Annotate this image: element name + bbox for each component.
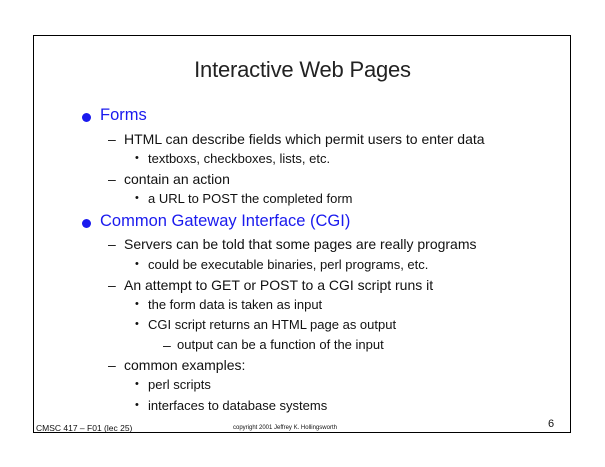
- bullet-icon: •: [135, 258, 139, 270]
- slide-title: Interactive Web Pages: [194, 57, 411, 82]
- point-database-interfaces: interfaces to database systems: [148, 398, 328, 413]
- point-executable-binaries: could be executable binaries, perl programs, etc.: [148, 257, 429, 272]
- dash-icon: –: [108, 236, 116, 252]
- footer-course-label: CMSC 417 – F01 (lec 25): [36, 423, 133, 433]
- dash-icon: –: [108, 171, 116, 187]
- footer-copyright: copyright 2001 Jeffrey K. Hollingsworth: [233, 425, 337, 431]
- subitem-contain-action: contain an action: [124, 171, 230, 187]
- point-perl-scripts: perl scripts: [148, 377, 211, 392]
- subitem-html-fields: HTML can describe fields which permit users to enter data: [124, 131, 485, 147]
- point-cgi-returns-html: CGI script returns an HTML page as output: [148, 317, 397, 332]
- subpoint-output-function: output can be a function of the input: [177, 337, 384, 352]
- topic-forms: Forms: [100, 106, 147, 124]
- point-textboxs: textboxs, checkboxes, lists, etc.: [148, 151, 331, 166]
- dash-icon: –: [108, 357, 116, 373]
- subitem-servers: Servers can be told that some pages are really programs: [124, 236, 477, 252]
- point-form-data-input: the form data is taken as input: [148, 297, 323, 312]
- bullet-icon: •: [135, 378, 139, 390]
- dash-icon: –: [108, 277, 116, 293]
- dash-icon: –: [108, 131, 116, 147]
- bullet-icon: •: [135, 298, 139, 310]
- bullet-icon: •: [135, 399, 139, 411]
- subitem-attempt-get-post: An attempt to GET or POST to a CGI script runs it: [124, 277, 434, 293]
- point-url-post: a URL to POST the completed form: [148, 191, 353, 206]
- bullet-dot-icon: [82, 113, 91, 122]
- bullet-dot-icon: [82, 219, 91, 228]
- bullet-icon: •: [135, 318, 139, 330]
- slide-frame: [33, 35, 571, 433]
- subitem-common-examples: common examples:: [124, 357, 246, 373]
- bullet-icon: •: [135, 152, 139, 164]
- page-number: 6: [548, 418, 555, 430]
- dash-icon: –: [163, 337, 171, 353]
- topic-cgi: Common Gateway Interface (CGI): [100, 212, 351, 230]
- bullet-icon: •: [135, 192, 139, 204]
